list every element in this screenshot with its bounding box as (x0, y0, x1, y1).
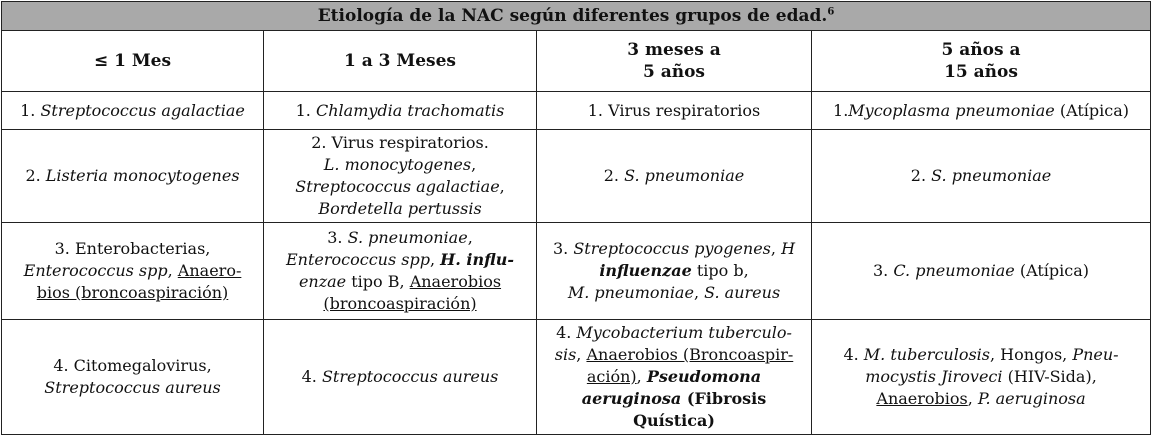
table-row (2, 92, 1151, 130)
header-row (2, 31, 1151, 92)
cell-r2-c4: 2. S. pneumoniae (812, 130, 1151, 223)
cell-r2-c2: 2. Virus respiratorios. L. monocytogenes, Streptococcus agalactiae, Bordetella pertussis (264, 130, 537, 223)
title-row (2, 2, 1151, 31)
table-title: Etiología de la NAC según diferentes grupos de edad.$^6$ (2, 2, 1151, 31)
cell-r3-c4: 3. C. pneumoniae (Atípica) (812, 223, 1151, 320)
etiology-table (1, 1, 1151, 435)
table-row (2, 320, 1151, 435)
header-age-5-15y: 5 años a 15 años (812, 31, 1151, 92)
header-age-3m-5y: 3 meses a 5 años (537, 31, 812, 92)
cell-r4-c1: 4. Citomegalovirus, Streptococcus aureus (2, 320, 264, 435)
header-age-1-month: ≤ 1 Mes (2, 31, 264, 92)
cell-r3-c1: 3. Enterobacterias, Enterococcus spp, Anaero- bios (broncoaspiración) (2, 223, 264, 320)
cell-r3-c2: 3. S. pneumoniae, Enterococcus spp, H. influ- enzae tipo B, Anaerobios (broncoaspiración) (264, 223, 537, 320)
cell-r3-c3: 3. Streptococcus pyogenes, H influenzae tipo b, M. pneumoniae, S. aureus (537, 223, 812, 320)
cell-r1-c4: 1.Mycoplasma pneumoniae (Atípica) (812, 92, 1151, 130)
cell-r2-c3: 2. S. pneumoniae (537, 130, 812, 223)
table-row (2, 223, 1151, 320)
cell-r4-c4: 4. M. tuberculosis, Hongos, Pneu- mocystis Jiroveci (HIV-Sida), Anaerobios, P. aeruginosa (812, 320, 1151, 435)
title-reference: 6 (827, 6, 835, 18)
cell-r1-c2: 1. Chlamydia trachomatis (264, 92, 537, 130)
cell-r1-c3: 1. Virus respiratorios (537, 92, 812, 130)
cell-r2-c1: 2. Listeria monocytogenes (2, 130, 264, 223)
cell-r4-c2: 4. Streptococcus aureus (264, 320, 537, 435)
etiology-table-container (1, 1, 1150, 435)
cell-r4-c3: 4. Mycobacterium tuberculo- sis, Anaerobios (Broncoaspir- ación), Pseudomona aeruginosa (Fibrosis Quística) (537, 320, 812, 435)
cell-r1-c1: 1. Streptococcus agalactiae (2, 92, 264, 130)
header-age-1-3-months: 1 a 3 Meses (264, 31, 537, 92)
table-row (2, 130, 1151, 223)
